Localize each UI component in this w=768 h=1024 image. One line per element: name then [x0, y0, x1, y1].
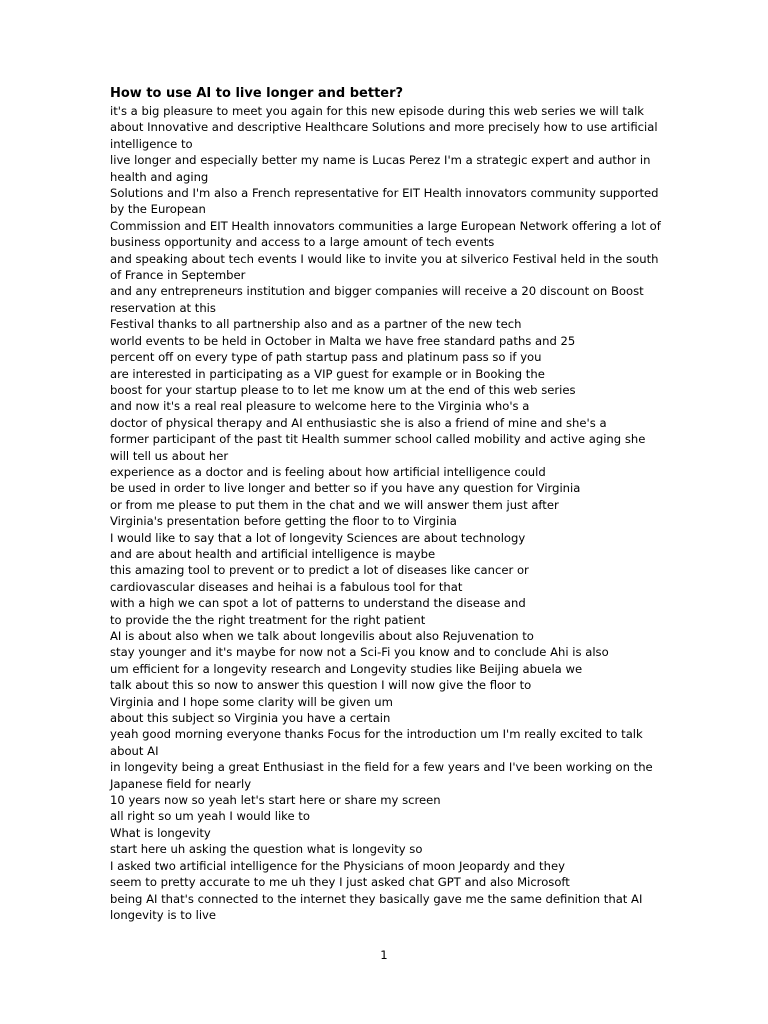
text-line: it's a big pleasure to meet you again for this new episode during this web series we will talk	[110, 104, 645, 118]
text-line: talk about this so now to answer this question I will now give the floor to	[110, 678, 532, 693]
text-line: experience as a doctor and is feeling about how artificial intelligence could	[110, 464, 546, 479]
text-line: longevity is to live	[110, 907, 217, 922]
text-line: I asked two artificial intelligence for the Physicians of moon Jeopardy and they	[110, 858, 565, 873]
document-title: How to use AI to live longer and better?	[110, 86, 404, 101]
text-line: to provide the the right treatment for the right patient	[110, 612, 426, 627]
text-line: I would like to say that a lot of longevity Sciences are about technology	[110, 530, 526, 545]
text-line: stay younger and it's maybe for now not a Sci-Fi you know and to conclude Ahi is also	[110, 645, 609, 660]
text-line: business opportunity and access to a large amount of tech events	[110, 235, 495, 250]
text-line: health and aging	[110, 169, 209, 184]
text-line: Virginia's presentation before getting the floor to to Virginia	[110, 514, 457, 529]
text-line: or from me please to put them in the chat and we will answer them just after	[110, 497, 559, 512]
text-line: former participant of the past tit Health summer school called mobility and active aging she	[110, 432, 646, 447]
text-line: AI is about also when we talk about longevilis about also Rejuvenation to	[110, 629, 534, 643]
text-line: percent off on every type of path startup pass and platinum pass so if you	[110, 350, 542, 365]
text-line: boost for your startup please to to let me know um at the end of this web series	[110, 382, 576, 397]
text-line: doctor of physical therapy and AI enthusiastic she is also a friend of mine and she's a	[110, 415, 607, 430]
text-line: about this subject so Virginia you have a certain	[110, 711, 391, 726]
text-line: are interested in participating as a VIP guest for example or in Booking the	[110, 366, 545, 381]
text-line: this amazing tool to prevent or to predict a lot of diseases like cancer or	[110, 563, 529, 578]
text-line: and speaking about tech events I would like to invite you at silverico Festival held in the south	[110, 251, 659, 266]
text-line: Virginia and I hope some clarity will be given um	[110, 694, 393, 709]
text-line: world events to be held in October in Malta we have free standard paths and 25	[110, 333, 576, 348]
text-line: will tell us about her	[110, 448, 229, 463]
text-line: and are about health and artificial intelligence is maybe	[110, 546, 436, 561]
text-line: start here uh asking the question what is longevity so	[110, 842, 423, 857]
text-line: reservation at this	[110, 300, 216, 315]
text-line: Festival thanks to all partnership also and as a partner of the new tech	[110, 317, 522, 332]
text-line: and any entrepreneurs institution and bigger companies will receive a 20 discount on Boost	[110, 284, 644, 299]
text-line: What is longevity	[110, 825, 211, 840]
text-line: live longer and especially better my name is Lucas Perez I'm a strategic expert and author in	[110, 153, 651, 168]
page-number: 1	[380, 948, 388, 962]
text-line: Solutions and I'm also a French representative for EIT Health innovators community supported	[110, 186, 659, 201]
text-line: seem to pretty accurate to me uh they I just asked chat GPT and also Microsoft	[110, 875, 570, 890]
document-body	[110, 103, 670, 923]
text-line: in longevity being a great Enthusiast in the field for a few years and I've been working on the	[110, 760, 653, 775]
text-line: cardiovascular diseases and heihai is a fabulous tool for that	[110, 579, 463, 594]
text-line: about Innovative and descriptive Healthcare Solutions and more precisely how to use artificial	[110, 120, 658, 135]
text-line: um efficient for a longevity research and Longevity studies like Beijing abuela we	[110, 661, 583, 676]
text-line: yeah good morning everyone thanks Focus for the introduction um I'm really excited to talk	[110, 727, 643, 742]
text-line: Japanese field for nearly	[110, 776, 252, 791]
text-line: being AI that's connected to the internet they basically gave me the same definition that AI	[110, 891, 643, 906]
text-line: be used in order to live longer and better so if you have any question for Virginia	[110, 481, 581, 496]
text-line: Commission and EIT Health innovators communities a large European Network offering a lot of	[110, 218, 661, 233]
text-line: 10 years now so yeah let's start here or share my screen	[110, 793, 441, 808]
text-line: by the European	[110, 202, 206, 217]
text-line: with a high we can spot a lot of patterns to understand the disease and	[110, 596, 526, 611]
text-line: all right so um yeah I would like to	[110, 809, 310, 824]
text-line: about AI	[110, 743, 159, 758]
text-line: intelligence to	[110, 136, 193, 151]
text-line: and now it's a real real pleasure to welcome here to the Virginia who's a	[110, 399, 530, 414]
text-line: of France in September	[110, 268, 246, 283]
